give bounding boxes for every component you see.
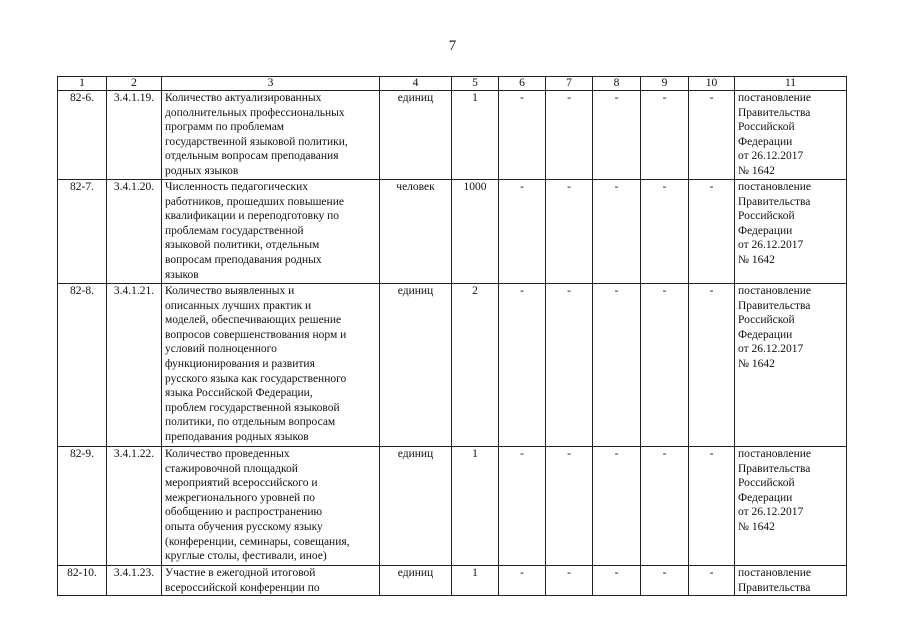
indicator-code: 3.4.1.23. [107, 566, 162, 596]
value-cell: 1 [452, 447, 499, 566]
table-row [58, 566, 847, 596]
column-header: 3 [162, 77, 380, 91]
source-cell: постановление Правительства [735, 566, 847, 596]
table-row [58, 447, 847, 566]
column-header: 6 [499, 77, 546, 91]
table-row [58, 284, 847, 447]
row-number: 82-9. [58, 447, 107, 566]
value-cell: - [593, 566, 641, 596]
column-header: 2 [107, 77, 162, 91]
value-cell: - [499, 447, 546, 566]
value-cell: - [546, 91, 593, 180]
indicator-name: Количество актуализированных дополнительных профессиональных программ по проблемам государственной языковой политики, отдельным вопросам преподавания родных языков [162, 91, 380, 180]
row-number: 82-7. [58, 180, 107, 284]
value-cell: - [641, 447, 689, 566]
table-row [58, 180, 847, 284]
value-cell: - [593, 447, 641, 566]
indicator-code: 3.4.1.20. [107, 180, 162, 284]
value-cell: - [689, 566, 735, 596]
header-row [58, 77, 847, 91]
page-number: 7 [448, 38, 457, 54]
column-header: 4 [380, 77, 452, 91]
value-cell: - [546, 447, 593, 566]
value-cell: - [689, 284, 735, 447]
value-cell: - [593, 284, 641, 447]
row-number: 82-6. [58, 91, 107, 180]
indicator-code: 3.4.1.21. [107, 284, 162, 447]
indicator-name: Численность педагогических работников, прошедших повышение квалификации и переподготовку по проблемам государственной языковой политики, отдельным вопросам преподавания родных языков [162, 180, 380, 284]
value-cell: 1 [452, 91, 499, 180]
column-header: 11 [735, 77, 847, 91]
value-cell: - [593, 180, 641, 284]
value-cell: 2 [452, 284, 499, 447]
value-cell: - [641, 566, 689, 596]
indicator-code: 3.4.1.22. [107, 447, 162, 566]
column-header: 10 [689, 77, 735, 91]
value-cell: - [641, 91, 689, 180]
column-header: 8 [593, 77, 641, 91]
value-cell: - [546, 284, 593, 447]
value-cell: - [689, 180, 735, 284]
value-cell: 1 [452, 566, 499, 596]
indicators-table [57, 76, 847, 596]
source-cell: постановление Правительства Российской Федерации от 26.12.2017 № 1642 [735, 447, 847, 566]
indicator-name: Участие в ежегодной итоговой всероссийской конференции по [162, 566, 380, 596]
value-cell: - [593, 91, 641, 180]
unit-cell: единиц [380, 91, 452, 180]
unit-cell: единиц [380, 447, 452, 566]
column-header: 1 [58, 77, 107, 91]
value-cell: - [641, 180, 689, 284]
value-cell: - [641, 284, 689, 447]
value-cell: - [499, 566, 546, 596]
value-cell: - [499, 91, 546, 180]
value-cell: - [499, 180, 546, 284]
column-header: 9 [641, 77, 689, 91]
column-header: 7 [546, 77, 593, 91]
value-cell: 1000 [452, 180, 499, 284]
indicator-code: 3.4.1.19. [107, 91, 162, 180]
value-cell: - [689, 447, 735, 566]
indicator-name: Количество проведенных стажировочной площадкой мероприятий всероссийского и межрегионального уровней по обобщению и распространению опыта обучения русскому языку (конференции, семинары, совещания, круглые столы, фестивали, иное) [162, 447, 380, 566]
source-cell: постановление Правительства Российской Федерации от 26.12.2017 № 1642 [735, 91, 847, 180]
source-cell: постановление Правительства Российской Федерации от 26.12.2017 № 1642 [735, 284, 847, 447]
indicator-name: Количество выявленных и описанных лучших практик и моделей, обеспечивающих решение вопросов совершенствования норм и условий полноценного функционирования и развития русского языка как государственного языка Российской Федерации, проблем государственной языковой политики, по отдельным вопросам преподавания родных языков [162, 284, 380, 447]
value-cell: - [499, 284, 546, 447]
unit-cell: единиц [380, 284, 452, 447]
value-cell: - [546, 566, 593, 596]
row-number: 82-8. [58, 284, 107, 447]
column-header: 5 [452, 77, 499, 91]
unit-cell: единиц [380, 566, 452, 596]
source-cell: постановление Правительства Российской Федерации от 26.12.2017 № 1642 [735, 180, 847, 284]
unit-cell: человек [380, 180, 452, 284]
table-row [58, 91, 847, 180]
row-number: 82-10. [58, 566, 107, 596]
value-cell: - [689, 91, 735, 180]
value-cell: - [546, 180, 593, 284]
